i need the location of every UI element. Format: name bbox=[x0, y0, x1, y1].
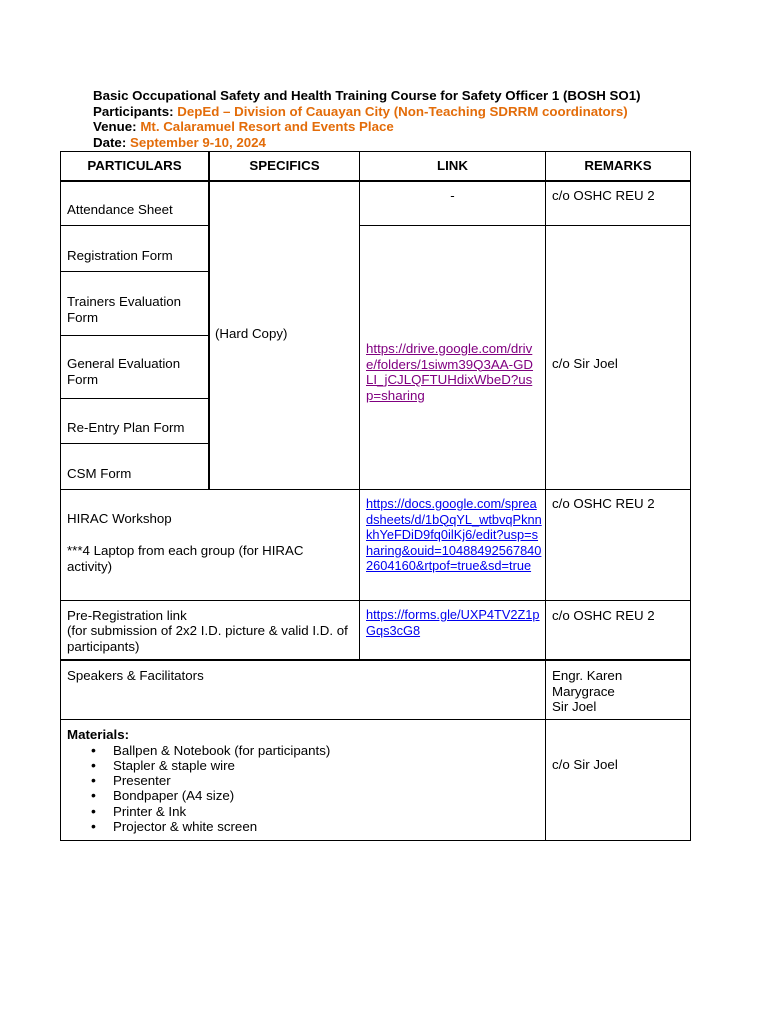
materials-list bbox=[67, 743, 537, 835]
date-value: September 9-10, 2024 bbox=[129, 134, 266, 150]
participants-value: DepEd – Division of Cauayan City (Non-Teaching SDRRM coordinators) bbox=[177, 103, 628, 119]
table-border bbox=[60, 840, 691, 841]
venue-label: Venue: bbox=[93, 119, 137, 134]
column-header-link: LINK bbox=[436, 158, 469, 173]
speakers-facilitators-label: Speakers & Facilitators bbox=[67, 668, 204, 683]
table-border bbox=[545, 151, 546, 841]
google-forms-link[interactable]: https://forms.gle/UXP4TV2Z1pGqs3cG8 bbox=[366, 607, 540, 638]
table-border bbox=[60, 180, 691, 182]
list-item: • Printer & Ink bbox=[113, 804, 537, 819]
list-item: • Stapler & staple wire bbox=[113, 758, 537, 773]
materials-cell bbox=[67, 727, 537, 834]
attendance-link-value: - bbox=[450, 188, 455, 203]
particular-trainers-evaluation-form: Trainers Evaluation Form bbox=[67, 294, 182, 325]
speaker-name: Engr. Karen bbox=[552, 668, 623, 683]
specifics-hard-copy: (Hard Copy) bbox=[215, 326, 288, 341]
forms-remarks: c/o Sir Joel bbox=[552, 356, 618, 371]
pre-registration-title: Pre-Registration link bbox=[67, 608, 187, 623]
table-border bbox=[60, 719, 691, 720]
table-border bbox=[60, 335, 209, 336]
particular-csm-form: CSM Form bbox=[67, 466, 132, 481]
list-item: • Bondpaper (A4 size) bbox=[113, 788, 537, 803]
participants-label: Participants: bbox=[93, 103, 174, 119]
table-border bbox=[60, 443, 209, 444]
list-item: • Ballpen & Notebook (for participants) bbox=[113, 743, 537, 758]
table-border bbox=[60, 271, 209, 272]
hirac-workshop-title: HIRAC Workshop bbox=[67, 511, 172, 526]
venue-value: Mt. Calaramuel Resort and Events Place bbox=[140, 119, 394, 134]
particular-attendance-sheet: Attendance Sheet bbox=[67, 202, 173, 217]
table-border bbox=[359, 151, 360, 660]
column-header-specifics: SPECIFICS bbox=[249, 158, 320, 173]
column-header-particulars: PARTICULARS bbox=[87, 158, 182, 173]
particular-registration-form: Registration Form bbox=[67, 248, 173, 263]
pre-registration-link-cell bbox=[366, 607, 542, 638]
forms-link-cell bbox=[366, 341, 536, 403]
table-border bbox=[60, 225, 209, 226]
column-header-remarks: REMARKS bbox=[584, 158, 652, 173]
particular-general-evaluation-form: General Evaluation Form bbox=[67, 356, 181, 387]
document-title: Basic Occupational Safety and Health Training Course for Safety Officer 1 (BOSH SO1) bbox=[93, 88, 641, 103]
table-border bbox=[60, 398, 209, 399]
table-border bbox=[60, 489, 691, 490]
date-label: Date: bbox=[93, 134, 127, 150]
table-border bbox=[360, 225, 691, 226]
table-border bbox=[60, 151, 61, 841]
attendance-remarks: c/o OSHC REU 2 bbox=[552, 188, 655, 203]
table-border bbox=[690, 151, 691, 841]
table-border bbox=[60, 659, 691, 661]
table-border bbox=[60, 151, 691, 152]
speakers-list bbox=[552, 668, 686, 715]
materials-remarks: c/o Sir Joel bbox=[552, 757, 618, 772]
particular-re-entry-plan-form: Re-Entry Plan Form bbox=[67, 420, 185, 435]
google-sheets-link[interactable]: https://docs.google.com/spreadsheets/d/1bQqYL_wtbvqPknnkhYeFDiD9fq0ilKj6/edit?usp=sharing&ouid=104884925678402604160&rtpof=true&sd=true bbox=[366, 496, 542, 573]
speaker-name: Marygrace bbox=[552, 683, 615, 699]
hirac-link-cell bbox=[366, 496, 542, 574]
list-item: • Projector & white screen bbox=[113, 819, 537, 834]
google-drive-link[interactable]: https://drive.google.com/drive/folders/1siwm39Q3AA-GDLI_jCJLQFTUHdixWbeD?usp=sharing bbox=[366, 341, 534, 403]
hirac-laptop-note: ***4 Laptop from each group (for HIRAC activity) bbox=[67, 543, 304, 574]
materials-label: Materials: bbox=[67, 727, 130, 742]
hirac-remarks: c/o OSHC REU 2 bbox=[552, 496, 655, 511]
table-border bbox=[60, 600, 691, 601]
list-item: • Presenter bbox=[113, 773, 537, 788]
speaker-name: Sir Joel bbox=[552, 699, 597, 714]
pre-registration-note: (for submission of 2x2 I.D. picture & valid I.D. of participants) bbox=[67, 623, 348, 654]
pre-registration-remarks: c/o OSHC REU 2 bbox=[552, 608, 655, 623]
table-border bbox=[208, 151, 210, 490]
